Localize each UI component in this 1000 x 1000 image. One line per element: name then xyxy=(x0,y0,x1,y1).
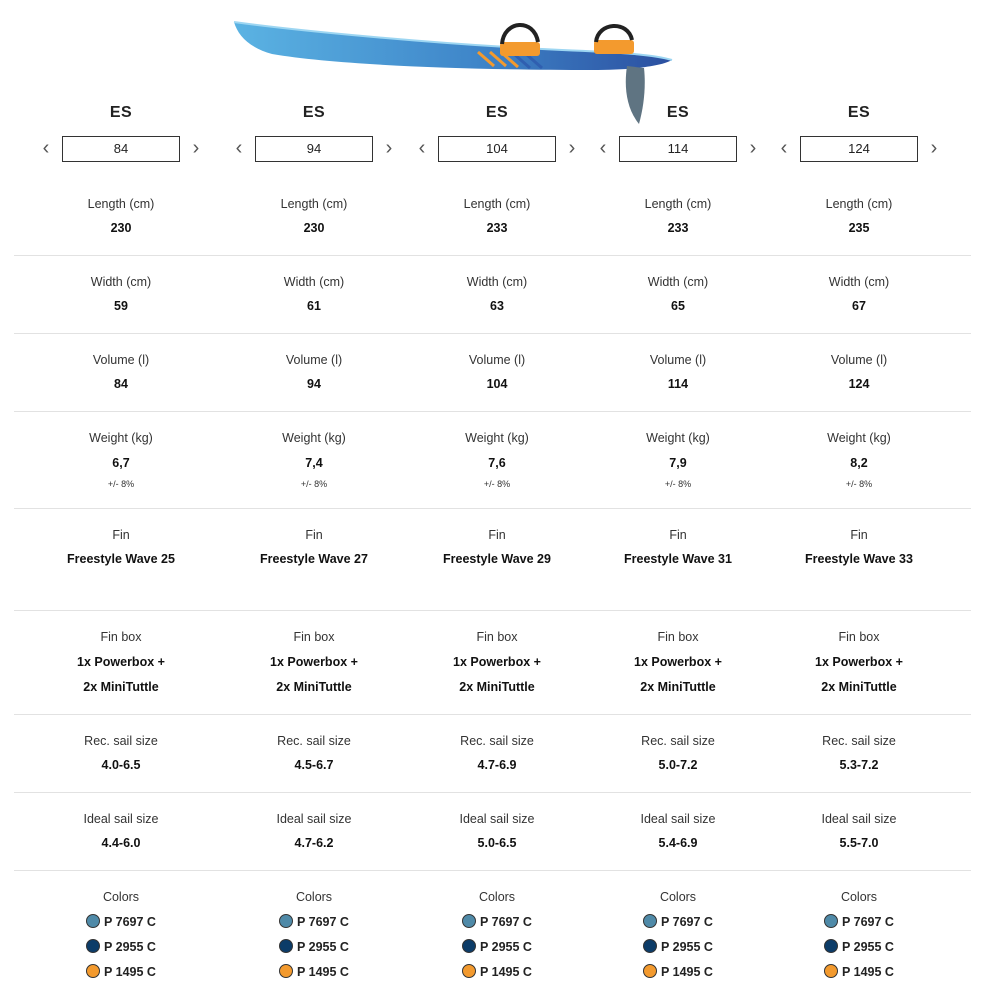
color-code: P 1495 C xyxy=(297,965,349,979)
width-value: 59 xyxy=(114,299,128,313)
color-swatch-icon xyxy=(279,939,293,953)
row-divider xyxy=(14,411,971,412)
ideal-sail-label: Ideal sail size xyxy=(821,812,897,826)
color-item xyxy=(769,939,949,955)
width-value: 61 xyxy=(307,299,321,313)
color-swatch-icon xyxy=(86,964,100,978)
volume-value: 104 xyxy=(486,377,508,391)
weight-value: 6,7 xyxy=(112,456,130,470)
color-swatch-icon xyxy=(824,939,838,953)
chevron-right-icon[interactable]: › xyxy=(385,137,393,159)
weight-label: Weight (kg) xyxy=(282,431,346,445)
fin-box-label: Fin box xyxy=(293,630,335,644)
chevron-right-icon[interactable]: › xyxy=(930,137,938,159)
size-column xyxy=(31,0,211,1000)
color-code: P 2955 C xyxy=(297,940,349,954)
size-select[interactable]: 114 xyxy=(619,136,737,162)
width-value: 65 xyxy=(671,299,685,313)
color-item xyxy=(769,964,949,980)
model-name: ES xyxy=(847,104,871,121)
size-selector xyxy=(31,136,211,162)
color-swatch-icon xyxy=(824,964,838,978)
color-item xyxy=(31,939,211,955)
length-label: Length (cm) xyxy=(644,197,712,211)
chevron-right-icon[interactable]: › xyxy=(192,137,200,159)
color-swatch-icon xyxy=(643,939,657,953)
size-select[interactable]: 124 xyxy=(800,136,918,162)
fin-label: Fin xyxy=(488,528,506,542)
fin-label: Fin xyxy=(112,528,130,542)
color-code: P 2955 C xyxy=(842,940,894,954)
weight-tolerance: +/- 8% xyxy=(845,479,873,489)
fin-label: Fin xyxy=(850,528,868,542)
model-name: ES xyxy=(109,104,133,121)
volume-label: Volume (l) xyxy=(649,353,707,367)
rec-sail-label: Rec. sail size xyxy=(460,734,534,748)
colors-label: Colors xyxy=(478,890,516,904)
weight-label: Weight (kg) xyxy=(465,431,529,445)
fin-box-value-2: 2x MiniTuttle xyxy=(83,680,159,694)
weight-value: 7,9 xyxy=(669,456,687,470)
fin-value: Freestyle Wave 31 xyxy=(624,552,732,566)
size-select[interactable]: 94 xyxy=(255,136,373,162)
model-name: ES xyxy=(485,104,509,121)
length-value: 230 xyxy=(303,221,325,235)
fin-box-value-1: 1x Powerbox + xyxy=(815,655,903,669)
length-value: 233 xyxy=(486,221,508,235)
rec-sail-value: 5.3-7.2 xyxy=(839,758,879,772)
fin-box-value-2: 2x MiniTuttle xyxy=(276,680,352,694)
color-swatch-icon xyxy=(462,964,476,978)
color-swatch-icon xyxy=(643,914,657,928)
fin-box-value-2: 2x MiniTuttle xyxy=(459,680,535,694)
volume-value: 114 xyxy=(667,377,689,391)
chevron-left-icon[interactable]: ‹ xyxy=(599,137,607,159)
color-code: P 2955 C xyxy=(104,940,156,954)
color-item xyxy=(224,964,404,980)
color-swatch-icon xyxy=(462,939,476,953)
ideal-sail-value: 4.4-6.0 xyxy=(101,836,141,850)
chevron-right-icon[interactable]: › xyxy=(568,137,576,159)
color-swatch-icon xyxy=(86,914,100,928)
length-label: Length (cm) xyxy=(280,197,348,211)
rec-sail-value: 4.0-6.5 xyxy=(101,758,141,772)
fin-box-label: Fin box xyxy=(100,630,142,644)
ideal-sail-label: Ideal sail size xyxy=(276,812,352,826)
rec-sail-value: 4.7-6.9 xyxy=(477,758,517,772)
volume-label: Volume (l) xyxy=(830,353,888,367)
rec-sail-label: Rec. sail size xyxy=(822,734,896,748)
chevron-left-icon[interactable]: ‹ xyxy=(418,137,426,159)
fin-value: Freestyle Wave 29 xyxy=(443,552,551,566)
color-code: P 2955 C xyxy=(661,940,713,954)
model-name: ES xyxy=(302,104,326,121)
color-item xyxy=(31,964,211,980)
row-divider xyxy=(14,610,971,611)
fin-value: Freestyle Wave 33 xyxy=(805,552,913,566)
width-label: Width (cm) xyxy=(283,275,345,289)
weight-tolerance: +/- 8% xyxy=(300,479,328,489)
fin-label: Fin xyxy=(669,528,687,542)
fin-box-value-1: 1x Powerbox + xyxy=(634,655,722,669)
row-divider xyxy=(14,792,971,793)
ideal-sail-label: Ideal sail size xyxy=(459,812,535,826)
width-value: 67 xyxy=(852,299,866,313)
color-item xyxy=(588,939,768,955)
width-label: Width (cm) xyxy=(90,275,152,289)
row-divider xyxy=(14,870,971,871)
size-selector xyxy=(769,136,949,162)
model-name: ES xyxy=(666,104,690,121)
color-item xyxy=(769,914,949,930)
volume-value: 84 xyxy=(114,377,128,391)
rec-sail-label: Rec. sail size xyxy=(641,734,715,748)
color-item xyxy=(224,914,404,930)
ideal-sail-value: 4.7-6.2 xyxy=(294,836,334,850)
color-swatch-icon xyxy=(462,914,476,928)
volume-value: 94 xyxy=(307,377,321,391)
volume-label: Volume (l) xyxy=(285,353,343,367)
color-code: P 1495 C xyxy=(661,965,713,979)
color-swatch-icon xyxy=(86,939,100,953)
color-item xyxy=(588,964,768,980)
chevron-left-icon[interactable]: ‹ xyxy=(42,137,50,159)
fin-box-label: Fin box xyxy=(657,630,699,644)
color-code: P 1495 C xyxy=(480,965,532,979)
size-column xyxy=(224,0,404,1000)
color-item xyxy=(407,939,587,955)
weight-value: 7,6 xyxy=(488,456,506,470)
length-label: Length (cm) xyxy=(825,197,893,211)
fin-value: Freestyle Wave 27 xyxy=(260,552,368,566)
fin-box-value-2: 2x MiniTuttle xyxy=(821,680,897,694)
weight-tolerance: +/- 8% xyxy=(664,479,692,489)
size-column xyxy=(588,0,768,1000)
size-column xyxy=(407,0,587,1000)
length-label: Length (cm) xyxy=(463,197,531,211)
size-column xyxy=(769,0,949,1000)
color-item xyxy=(588,914,768,930)
rec-sail-label: Rec. sail size xyxy=(84,734,158,748)
rec-sail-value: 4.5-6.7 xyxy=(294,758,334,772)
color-code: P 7697 C xyxy=(842,915,894,929)
weight-label: Weight (kg) xyxy=(827,431,891,445)
width-label: Width (cm) xyxy=(828,275,890,289)
fin-value: Freestyle Wave 25 xyxy=(67,552,175,566)
rec-sail-label: Rec. sail size xyxy=(277,734,351,748)
color-item xyxy=(407,914,587,930)
size-selector xyxy=(588,136,768,162)
colors-label: Colors xyxy=(659,890,697,904)
ideal-sail-label: Ideal sail size xyxy=(640,812,716,826)
color-item xyxy=(224,939,404,955)
fin-box-label: Fin box xyxy=(476,630,518,644)
color-code: P 7697 C xyxy=(661,915,713,929)
length-label: Length (cm) xyxy=(87,197,155,211)
row-divider xyxy=(14,714,971,715)
weight-tolerance: +/- 8% xyxy=(107,479,135,489)
fin-box-value-1: 1x Powerbox + xyxy=(453,655,541,669)
volume-value: 124 xyxy=(848,377,870,391)
width-value: 63 xyxy=(490,299,504,313)
ideal-sail-value: 5.0-6.5 xyxy=(477,836,517,850)
color-swatch-icon xyxy=(279,964,293,978)
size-selector xyxy=(224,136,404,162)
colors-label: Colors xyxy=(295,890,333,904)
fin-box-value-1: 1x Powerbox + xyxy=(77,655,165,669)
fin-box-value-2: 2x MiniTuttle xyxy=(640,680,716,694)
color-swatch-icon xyxy=(279,914,293,928)
color-code: P 7697 C xyxy=(104,915,156,929)
color-item xyxy=(31,914,211,930)
weight-value: 8,2 xyxy=(850,456,868,470)
ideal-sail-label: Ideal sail size xyxy=(83,812,159,826)
fin-box-value-1: 1x Powerbox + xyxy=(270,655,358,669)
color-code: P 2955 C xyxy=(480,940,532,954)
length-value: 230 xyxy=(110,221,132,235)
color-code: P 1495 C xyxy=(842,965,894,979)
rec-sail-value: 5.0-7.2 xyxy=(658,758,698,772)
width-label: Width (cm) xyxy=(466,275,528,289)
size-select[interactable]: 104 xyxy=(438,136,556,162)
chevron-left-icon[interactable]: ‹ xyxy=(235,137,243,159)
length-value: 233 xyxy=(667,221,689,235)
width-label: Width (cm) xyxy=(647,275,709,289)
weight-tolerance: +/- 8% xyxy=(483,479,511,489)
volume-label: Volume (l) xyxy=(468,353,526,367)
weight-label: Weight (kg) xyxy=(646,431,710,445)
fin-box-label: Fin box xyxy=(838,630,880,644)
length-value: 235 xyxy=(848,221,870,235)
size-selector xyxy=(407,136,587,162)
chevron-left-icon[interactable]: ‹ xyxy=(780,137,788,159)
color-code: P 7697 C xyxy=(480,915,532,929)
color-swatch-icon xyxy=(643,964,657,978)
color-code: P 1495 C xyxy=(104,965,156,979)
volume-label: Volume (l) xyxy=(92,353,150,367)
fin-label: Fin xyxy=(305,528,323,542)
colors-label: Colors xyxy=(840,890,878,904)
color-code: P 7697 C xyxy=(297,915,349,929)
colors-label: Colors xyxy=(102,890,140,904)
row-divider xyxy=(14,333,971,334)
color-swatch-icon xyxy=(824,914,838,928)
ideal-sail-value: 5.4-6.9 xyxy=(658,836,698,850)
ideal-sail-value: 5.5-7.0 xyxy=(839,836,879,850)
row-divider xyxy=(14,508,971,509)
size-select[interactable]: 84 xyxy=(62,136,180,162)
color-item xyxy=(407,964,587,980)
chevron-right-icon[interactable]: › xyxy=(749,137,757,159)
row-divider xyxy=(14,255,971,256)
weight-value: 7,4 xyxy=(305,456,323,470)
weight-label: Weight (kg) xyxy=(89,431,153,445)
